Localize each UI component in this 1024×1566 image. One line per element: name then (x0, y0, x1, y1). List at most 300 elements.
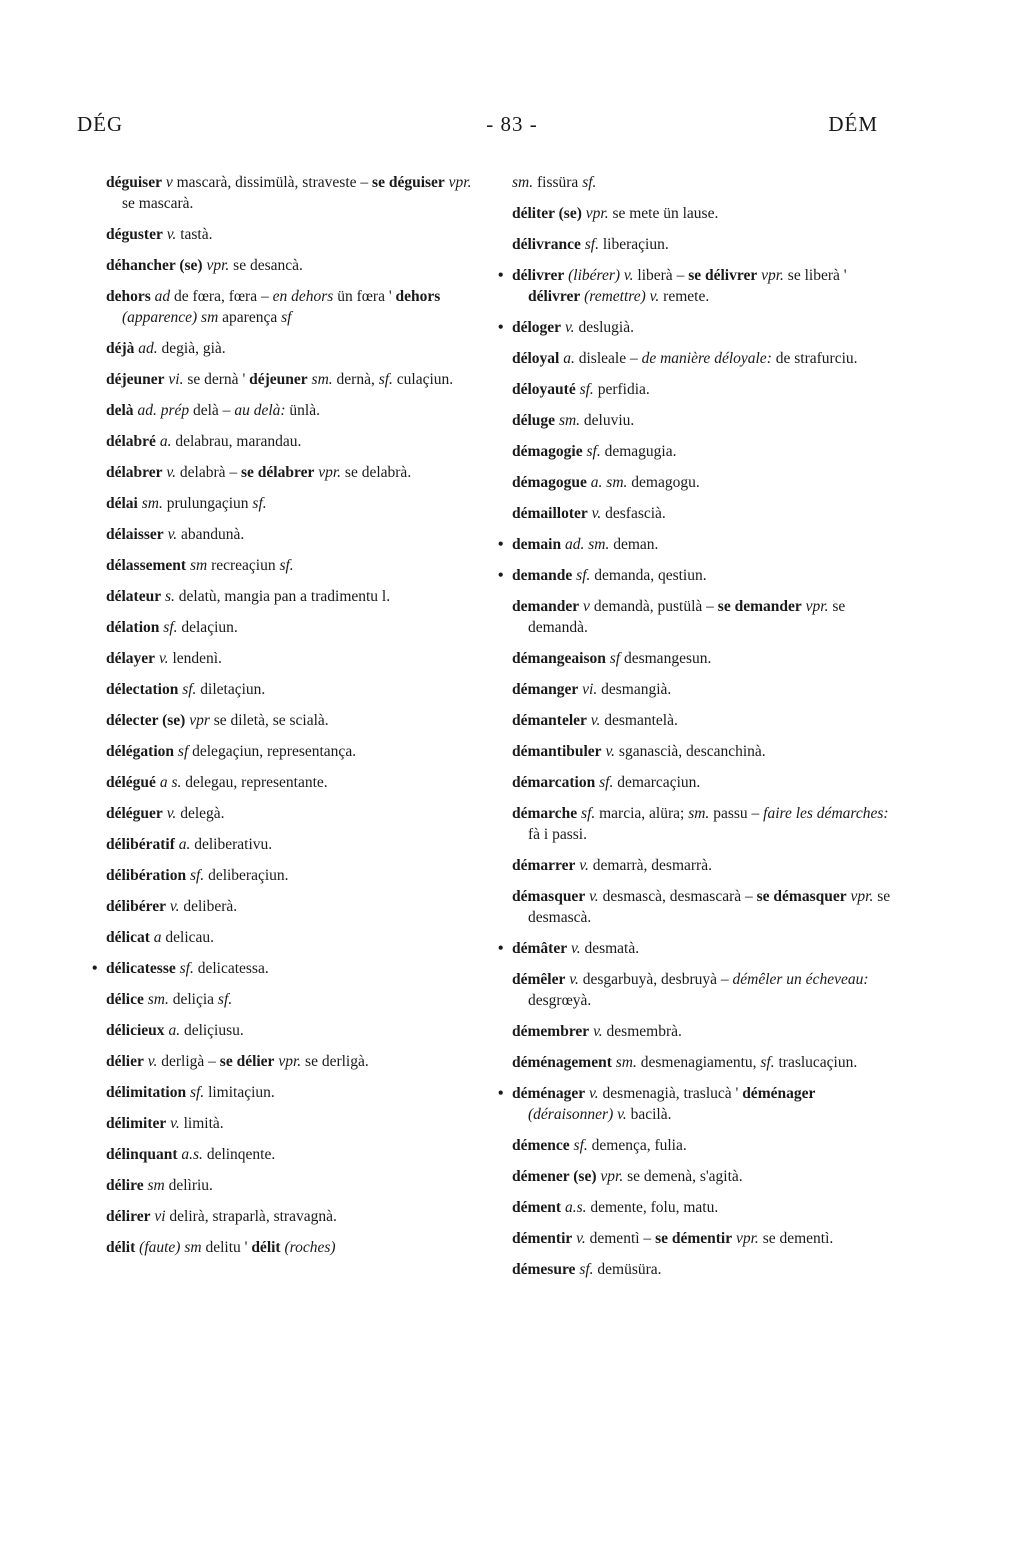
entry-definition: diletaçiun. (196, 681, 266, 698)
dictionary-entry (512, 472, 902, 493)
dictionary-entry (106, 648, 482, 669)
entry-definition: delicau. (161, 929, 215, 946)
entry-definition: desmembrà. (602, 1023, 682, 1040)
entry-grammar-label: v. (143, 1053, 158, 1070)
entry-grammar-label: v. (575, 857, 589, 874)
dictionary-entry (512, 410, 902, 431)
entry-definition: deman. (609, 536, 659, 553)
dictionary-entry (106, 1051, 482, 1072)
dictionary-entry (106, 1237, 482, 1258)
entry-grammar-label: sf. (159, 619, 178, 636)
entry-definition: delà – (189, 402, 235, 419)
entry-grammar-label: vpr. (801, 598, 829, 615)
entry-grammar-label: sf. (575, 1261, 594, 1278)
entry-grammar-label: vpr. (314, 464, 342, 481)
dictionary-entry (106, 462, 482, 483)
entry-grammar-label: v. (586, 712, 601, 729)
dictionary-entry (106, 1082, 482, 1103)
entry-grammar-label: sf. (186, 1084, 205, 1101)
entry-headword: délai (106, 495, 138, 512)
entry-definition: mascarà, dissimülà, straveste – (176, 174, 373, 191)
entry-grammar-label: v. (162, 226, 177, 243)
entry-headword: déménager (512, 1085, 586, 1102)
entry-grammar-label: sf. (175, 960, 194, 977)
entry-definition: deluviu. (580, 412, 635, 429)
entry-phrase: en dehors (272, 288, 334, 305)
dictionary-entry (512, 317, 902, 338)
entry-grammar-label: vi (150, 1208, 166, 1225)
entry-grammar-label: sf. (582, 174, 597, 191)
entry-definition: demarcaçiun. (613, 774, 701, 791)
dictionary-entry (512, 1052, 902, 1073)
entry-grammar-label: sf. (595, 774, 614, 791)
entry-headword: démentir (512, 1230, 573, 1247)
dictionary-entry (106, 1144, 482, 1165)
entry-headword: déloyal (512, 350, 560, 367)
entry-headword: se délabrer (241, 464, 315, 481)
entry-definition: liberaçiun. (598, 236, 669, 253)
entry-headword: délassement (106, 557, 187, 574)
entry-headword: déguster (106, 226, 163, 243)
entry-headword: délégation (106, 743, 175, 760)
entry-headword: délimitation (106, 1084, 187, 1101)
entry-headword: délaisser (106, 526, 164, 543)
entry-definition: se delabrà. (341, 464, 412, 481)
entry-headword: démantibuler (512, 743, 602, 760)
entry-definition: deliberaçiun. (204, 867, 289, 884)
entry-grammar-label: sm. (307, 371, 333, 388)
entry-grammar-label: sf. (575, 381, 594, 398)
entry-definition: perfidia. (593, 381, 650, 398)
entry-grammar-label: vpr. (444, 174, 472, 191)
entry-headword: se démasquer (756, 888, 847, 905)
entry-grammar-label: v. (155, 650, 169, 667)
entry-definition: se mete ün lause. (608, 205, 719, 222)
entry-grammar-label: sf (605, 650, 621, 667)
entry-headword: déléguer (106, 805, 163, 822)
entry-headword: délinquant (106, 1146, 178, 1163)
entry-headword: délectation (106, 681, 179, 698)
entry-definition: desmenagiamentu, (636, 1054, 761, 1071)
entry-headword: démarrer (512, 857, 576, 874)
entry-definition: delegà. (176, 805, 225, 822)
entry-definition: fà i passi. (528, 826, 587, 843)
entry-headword: délicatesse (106, 960, 176, 977)
dictionary-entry (106, 338, 482, 359)
entry-headword: délivrer (512, 267, 565, 284)
entry-headword: délibération (106, 867, 187, 884)
dictionary-entry (512, 534, 902, 555)
entry-headword: déménager (742, 1085, 816, 1102)
entry-grammar-label: v. (162, 464, 177, 481)
entry-definition: delegaçiun, representança. (188, 743, 357, 760)
entry-grammar-label: v (579, 598, 590, 615)
entry-definition: desmenagià, traslucà ' (598, 1085, 743, 1102)
entry-definition: demüsüra. (593, 1261, 662, 1278)
entry-definition: demença, fulia. (587, 1137, 687, 1154)
dictionary-entry (106, 958, 482, 979)
entry-headword: se demander (717, 598, 802, 615)
entry-headword: démangeaison (512, 650, 606, 667)
entry-definition: delicatessa. (193, 960, 269, 977)
entry-grammar-label: a.s. (561, 1199, 587, 1216)
entry-definition: se dernà ' (183, 371, 250, 388)
entry-definition: demagugia. (600, 443, 677, 460)
entry-headword: dehors (106, 288, 151, 305)
entry-definition: se diletà, se scialà. (209, 712, 329, 729)
entry-grammar-label: v. (620, 267, 634, 284)
entry-definition: liberà – (633, 267, 689, 284)
entry-grammar-label: a. (559, 350, 575, 367)
entry-grammar-label: v. (567, 940, 581, 957)
entry-headword: démailloter (512, 505, 588, 522)
dictionary-entry (512, 1083, 902, 1125)
entry-grammar-label: sf. (572, 567, 591, 584)
entry-definition: se desancà. (229, 257, 303, 274)
dictionary-entry (106, 865, 482, 886)
entry-headword: déhancher (se) (106, 257, 203, 274)
entry-headword: délivrance (512, 236, 581, 253)
entry-grammar-label: sm. (688, 805, 710, 822)
dictionary-entry (512, 886, 902, 928)
entry-definition: dementì – (585, 1230, 656, 1247)
entry-headword: déliter (se) (512, 205, 582, 222)
entry-definition: delabrau, marandau. (171, 433, 302, 450)
entry-definition: dernà, (332, 371, 379, 388)
page-number: - 83 - (486, 112, 538, 136)
dictionary-entry (106, 896, 482, 917)
entry-grammar-label: vi. (578, 681, 598, 698)
entry-definition: demagogu. (627, 474, 700, 491)
dictionary-entry (512, 772, 902, 793)
entry-headword: démesure (512, 1261, 576, 1278)
dictionary-entry (106, 1020, 482, 1041)
dictionary-entry (106, 586, 482, 607)
dictionary-entry (106, 1113, 482, 1134)
dictionary-entry (106, 400, 482, 421)
entry-grammar-label: sf. (279, 557, 294, 574)
entry-headword: démence (512, 1137, 570, 1154)
entry-headword: déguiser (106, 174, 162, 191)
dictionary-entry (512, 855, 902, 876)
entry-headword: dément (512, 1199, 562, 1216)
dictionary-entry (512, 265, 902, 307)
entry-headword: démener (se) (512, 1168, 597, 1185)
dictionary-entry (512, 565, 902, 586)
entry-definition: deliçia (168, 991, 218, 1008)
entry-definition: delinqente. (202, 1146, 276, 1163)
dictionary-entry (106, 710, 482, 731)
dictionary-entry (106, 772, 482, 793)
entry-phrase: (déraisonner) (528, 1106, 614, 1123)
entry-definition: desmascà, desmascarà – (598, 888, 757, 905)
dictionary-entry (106, 224, 482, 245)
entry-definition: desmangesun. (620, 650, 712, 667)
entry-headword: se démentir (655, 1230, 733, 1247)
entry-definition: desgarbuyà, desbruyà – (578, 971, 733, 988)
dictionary-entry (512, 203, 902, 224)
entry-grammar-label: s. (161, 588, 175, 605)
entry-definition: abandunà. (177, 526, 245, 543)
entry-grammar-label: sm. (555, 412, 581, 429)
entry-grammar-label: v. (587, 505, 602, 522)
entry-definition: lendenì. (168, 650, 222, 667)
entry-definition: tastà. (176, 226, 213, 243)
entry-grammar-label: sf (281, 309, 292, 326)
dictionary-entry (106, 1175, 482, 1196)
entry-definition: degià, già. (157, 340, 226, 357)
entry-definition: delegau, representante. (181, 774, 328, 791)
dictionary-entry (106, 255, 482, 276)
entry-grammar-label: ad. (134, 340, 158, 357)
entry-grammar-label: a.s. (177, 1146, 203, 1163)
page-header (0, 112, 1024, 152)
left-column (106, 172, 482, 1268)
entry-headword: délicat (106, 929, 150, 946)
entry-grammar-label: sf. (178, 681, 197, 698)
entry-headword: délit (106, 1239, 136, 1256)
dictionary-entry (106, 989, 482, 1010)
entry-grammar-label: sf. (252, 495, 267, 512)
entry-grammar-label: v. (585, 1085, 599, 1102)
entry-phrase: démêler un écheveau: (732, 971, 869, 988)
entry-definition: desmatà. (580, 940, 640, 957)
dictionary-entry (512, 1228, 902, 1249)
entry-grammar-label: sm. (137, 495, 163, 512)
entry-headword: délégué (106, 774, 156, 791)
entry-definition: traslucaçiun. (774, 1054, 858, 1071)
entry-definition: delabrà – (176, 464, 242, 481)
dictionary-entry (106, 617, 482, 638)
entry-headword: délateur (106, 588, 162, 605)
entry-headword: délation (106, 619, 160, 636)
entry-grammar-label: vpr. (274, 1053, 302, 1070)
entry-definition: fissüra (533, 174, 583, 191)
entry-definition: limità. (179, 1115, 224, 1132)
entry-grammar-label: v (161, 174, 177, 191)
entry-phrase: faire les démarches: (763, 805, 889, 822)
entry-headword: démarcation (512, 774, 596, 791)
entry-definition: se demenà, s'agità. (623, 1168, 743, 1185)
entry-definition: delitu ' (201, 1239, 252, 1256)
entry-definition: recreaçiun (207, 557, 280, 574)
entry-grammar-label: sm (180, 1239, 202, 1256)
entry-definition: se liberà ' (783, 267, 847, 284)
entry-definition: desfascià. (601, 505, 666, 522)
dictionary-entry (512, 803, 902, 845)
entry-definition: se mascarà. (122, 195, 194, 212)
entry-grammar-label: v. (613, 1106, 627, 1123)
entry-definition: delìriu. (164, 1177, 213, 1194)
dictionary-entry (512, 234, 902, 255)
entry-headword: démêler (512, 971, 566, 988)
entry-definition: deliberativu. (190, 836, 273, 853)
dictionary-entry (106, 555, 482, 576)
entry-definition: desmantelà. (600, 712, 678, 729)
entry-headword: déjeuner (249, 371, 308, 388)
entry-headword: délabré (106, 433, 156, 450)
entry-headword: déluge (512, 412, 556, 429)
entry-definition: de strafurciu. (771, 350, 858, 367)
dictionary-entry (106, 679, 482, 700)
entry-headword: demander (512, 598, 580, 615)
entry-grammar-label: v. (162, 805, 177, 822)
dictionary-entry (512, 172, 902, 193)
entry-grammar-label: sf (174, 743, 189, 760)
entry-definition: sganascià, descanchinà. (615, 743, 766, 760)
dictionary-entry (106, 431, 482, 452)
entry-grammar-label: sf. (577, 805, 596, 822)
dictionary-entry (512, 679, 902, 700)
entry-definition: ünlà. (285, 402, 320, 419)
entry-grammar-label: sf. (760, 1054, 775, 1071)
dictionary-entry (512, 503, 902, 524)
entry-phrase: (roches) (280, 1239, 336, 1256)
entry-grammar-label: ad (150, 288, 171, 305)
entry-grammar-label: sf. (217, 991, 233, 1008)
entry-definition: delaçiun. (177, 619, 238, 636)
entry-phrase: (faute) (135, 1239, 181, 1256)
dictionary-entry (512, 596, 902, 638)
entry-grammar-label: vpr. (596, 1168, 624, 1185)
dictionary-entry (106, 834, 482, 855)
right-column (512, 172, 902, 1290)
dictionary-entry (512, 648, 902, 669)
entry-headword: démanger (512, 681, 579, 698)
entry-phrase: (apparence) (122, 309, 198, 326)
entry-definition: bacilà. (626, 1106, 672, 1123)
entry-grammar-label: vpr (185, 712, 210, 729)
entry-headword: délirer (106, 1208, 151, 1225)
entry-phrase: au delà: (234, 402, 286, 419)
entry-grammar-label: sf. (569, 1137, 588, 1154)
entry-definition: disleale – (574, 350, 642, 367)
entry-definition: se desmascà. (528, 888, 891, 926)
dictionary-entry (106, 741, 482, 762)
entry-definition: deliçiusu. (180, 1022, 244, 1039)
entry-definition: aparença (218, 309, 282, 326)
entry-definition: demandà, pustülà – (589, 598, 718, 615)
entry-headword: démembrer (512, 1023, 590, 1040)
dictionary-entry (106, 927, 482, 948)
entry-headword: démagogie (512, 443, 583, 460)
header-left-guide-word: DÉG (77, 112, 124, 136)
entry-headword: demain (512, 536, 562, 553)
entry-definition: demarrà, desmarrà. (588, 857, 712, 874)
entry-definition: ün fœra ' (333, 288, 396, 305)
entry-grammar-label: a. (155, 433, 172, 450)
entry-headword: déloger (512, 319, 562, 336)
entry-grammar-label: v. (645, 288, 660, 305)
entry-headword: délibérer (106, 898, 166, 915)
entry-headword: délecter (se) (106, 712, 186, 729)
entry-headword: démasquer (512, 888, 586, 905)
entry-grammar-label: a (149, 929, 162, 946)
entry-headword: délivrer (528, 288, 581, 305)
entry-grammar-label: sm (143, 1177, 165, 1194)
entry-definition: remete. (659, 288, 710, 305)
entry-grammar-label: a. (164, 1022, 181, 1039)
entry-definition: deslugià. (574, 319, 634, 336)
entry-headword: déjeuner (106, 371, 165, 388)
entry-headword: dehors (395, 288, 441, 305)
entry-headword: délabrer (106, 464, 163, 481)
entry-grammar-label: v. (585, 888, 599, 905)
entry-definition: culaçiun. (392, 371, 454, 388)
entry-grammar-label: v. (601, 743, 616, 760)
entry-definition: desmangià. (597, 681, 672, 698)
dictionary-entry (512, 379, 902, 400)
entry-headword: délire (106, 1177, 144, 1194)
entry-grammar-label: v. (565, 971, 579, 988)
dictionary-entry (512, 969, 902, 1011)
header-right-guide-word: DÉM (828, 112, 878, 136)
entry-grammar-label: a s. (155, 774, 182, 791)
dictionary-entry (106, 172, 482, 214)
entry-definition: demente, folu, matu. (586, 1199, 719, 1216)
entry-grammar-label: vpr. (202, 257, 230, 274)
entry-definition: derligà – (157, 1053, 220, 1070)
entry-definition: se derligà. (301, 1053, 369, 1070)
entry-grammar-label: a. (174, 836, 191, 853)
entry-headword: demande (512, 567, 573, 584)
entry-headword: démagogue (512, 474, 587, 491)
entry-definition: deliberà. (179, 898, 238, 915)
entry-headword: déloyauté (512, 381, 576, 398)
entry-headword: se déguiser (372, 174, 445, 191)
entry-phrase: de manière déloyale: (641, 350, 772, 367)
entry-headword: delà (106, 402, 134, 419)
entry-grammar-label: ad. prép (133, 402, 190, 419)
entry-grammar-label: sm. (512, 174, 534, 191)
dictionary-entry (512, 441, 902, 462)
entry-definition: demanda, qestiun. (590, 567, 707, 584)
entry-grammar-label: v. (165, 898, 180, 915)
entry-phrase: (libérer) (564, 267, 621, 284)
entry-grammar-label: v. (561, 319, 575, 336)
entry-definition: marcia, alüra; (595, 805, 689, 822)
entry-headword: délicieux (106, 1022, 165, 1039)
dictionary-entry (512, 710, 902, 731)
dictionary-entry (512, 348, 902, 369)
entry-grammar-label: sf. (582, 443, 601, 460)
entry-grammar-label: sf. (580, 236, 599, 253)
entry-definition: se demandà. (528, 598, 846, 636)
entry-headword: délice (106, 991, 144, 1008)
dictionary-entry (512, 1135, 902, 1156)
entry-headword: se délivrer (688, 267, 758, 284)
entry-headword: délier (106, 1053, 144, 1070)
entry-headword: démarche (512, 805, 578, 822)
entry-headword: démâter (512, 940, 568, 957)
dictionary-entry (106, 1206, 482, 1227)
entry-phrase: (remettre) (580, 288, 646, 305)
dictionary-entry (512, 1166, 902, 1187)
entry-headword: délayer (106, 650, 156, 667)
entry-definition: de fœra, fœra – (170, 288, 273, 305)
entry-definition: limitaçiun. (204, 1084, 275, 1101)
entry-headword: délimiter (106, 1115, 167, 1132)
entry-grammar-label: sf. (378, 371, 393, 388)
dictionary-entry (512, 938, 902, 959)
entry-definition: prulungaçiun (162, 495, 253, 512)
dictionary-entry (106, 493, 482, 514)
entry-headword: délibératif (106, 836, 175, 853)
entry-grammar-label: v. (166, 1115, 180, 1132)
entry-grammar-label: vpr. (581, 205, 609, 222)
entry-headword: se délier (219, 1053, 275, 1070)
dictionary-entry (512, 741, 902, 762)
